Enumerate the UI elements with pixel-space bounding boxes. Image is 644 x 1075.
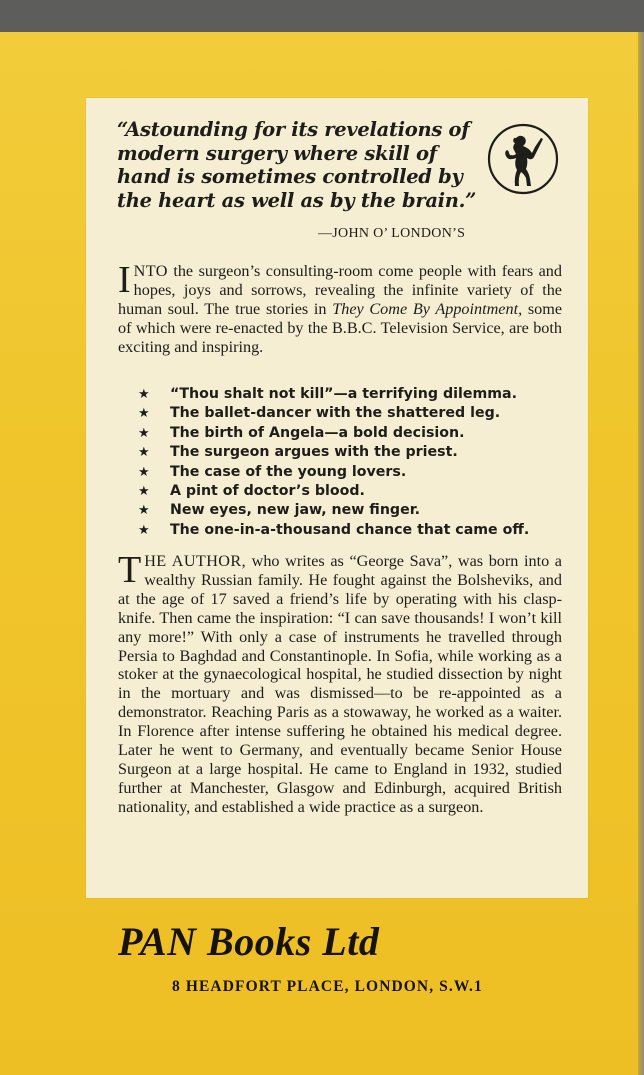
star-icon: ★ [138,406,150,422]
star-icon: ★ [138,464,150,480]
highlight-text: The birth of Angela—a bold decision. [170,424,465,441]
highlight-text: The surgeon argues with the priest. [170,444,458,461]
highlight-text: New eyes, new jaw, new finger. [170,502,421,519]
list-item [138,424,558,443]
list-item [138,482,558,501]
list-item [138,501,558,520]
review-quote: “Astounding for its revelations of modern surgery where skill of hand is sometimes controlled by the heart as well as by the brain.” [117,118,477,212]
author-lead: HE AUTHOR, [144,552,247,570]
publisher-address: 8 HEADFORT PLACE, LONDON, S.W.1 [172,978,483,995]
author-dropcap: T [118,549,142,591]
highlight-text: The one-in-a-thousand chance that came off. [170,521,530,538]
list-item [138,521,558,540]
intro-text-after: , some of which were re-enacted by the B.B.C. Television Service, are both exciting and inspiring. [118,299,562,356]
cover-edge [638,32,644,1075]
highlight-text: A pint of doctor’s blood. [170,483,365,500]
book-title: They Come By Appointment [332,299,519,318]
list-item [138,385,558,404]
intro-paragraph [118,259,562,357]
highlight-text: The ballet-dancer with the shattered leg. [170,405,501,422]
list-item [138,443,558,462]
list-item [138,404,558,423]
pan-piper-logo-icon [486,122,560,196]
intro-dropcap: I [118,259,131,301]
quote-attribution: —JOHN O’ LONDON’S [318,226,466,241]
author-paragraph [118,549,562,817]
star-icon: ★ [138,484,150,500]
author-text: who writes as “George Sava”, was born into a wealthy Russian family. He fought against the Bolsheviks, and at the age of 17 saved a friend’s life by operating with his clasp-knife. Then came the inspiration: “I can save thousands! I won’t kill any more!” With only a case of instruments he travelled through Persia to Baghdad and Constantinople. In Sofia, while working as a stoker at the gynaecological hospital, he studied dissection by night in the mortuary and was dismissed—to be re-appointed as a demonstrator. Reaching Paris as a stowaway, he worked as a waiter. In Florence after intense suffering he obtained his medical degree. Later he went to Germany, and eventually became Senior House Surgeon at a large hospital. He came to England in 1932, studied further at Manchester, Glasgow and Edinburgh, acquired British nationality, and established a wide practice as a surgeon. [118,552,562,816]
highlight-text: “Thou shalt not kill”—a terrifying dilemma. [170,386,517,402]
star-icon: ★ [138,503,150,519]
star-icon: ★ [138,425,150,441]
publisher-name: PAN Books Ltd [118,919,380,964]
intro-text-before: the surgeon’s consulting-room come people with fears and hopes, joys and sorrows, revealing the infinite variety of the human soul. The true stories in [118,262,562,318]
star-icon: ★ [138,445,150,461]
highlight-text: The case of the young lovers. [170,463,407,480]
list-item [138,463,558,482]
star-icon: ★ [138,522,150,538]
star-icon: ★ [138,387,150,402]
intro-lead: NTO [133,262,168,280]
highlights-list [138,385,558,540]
